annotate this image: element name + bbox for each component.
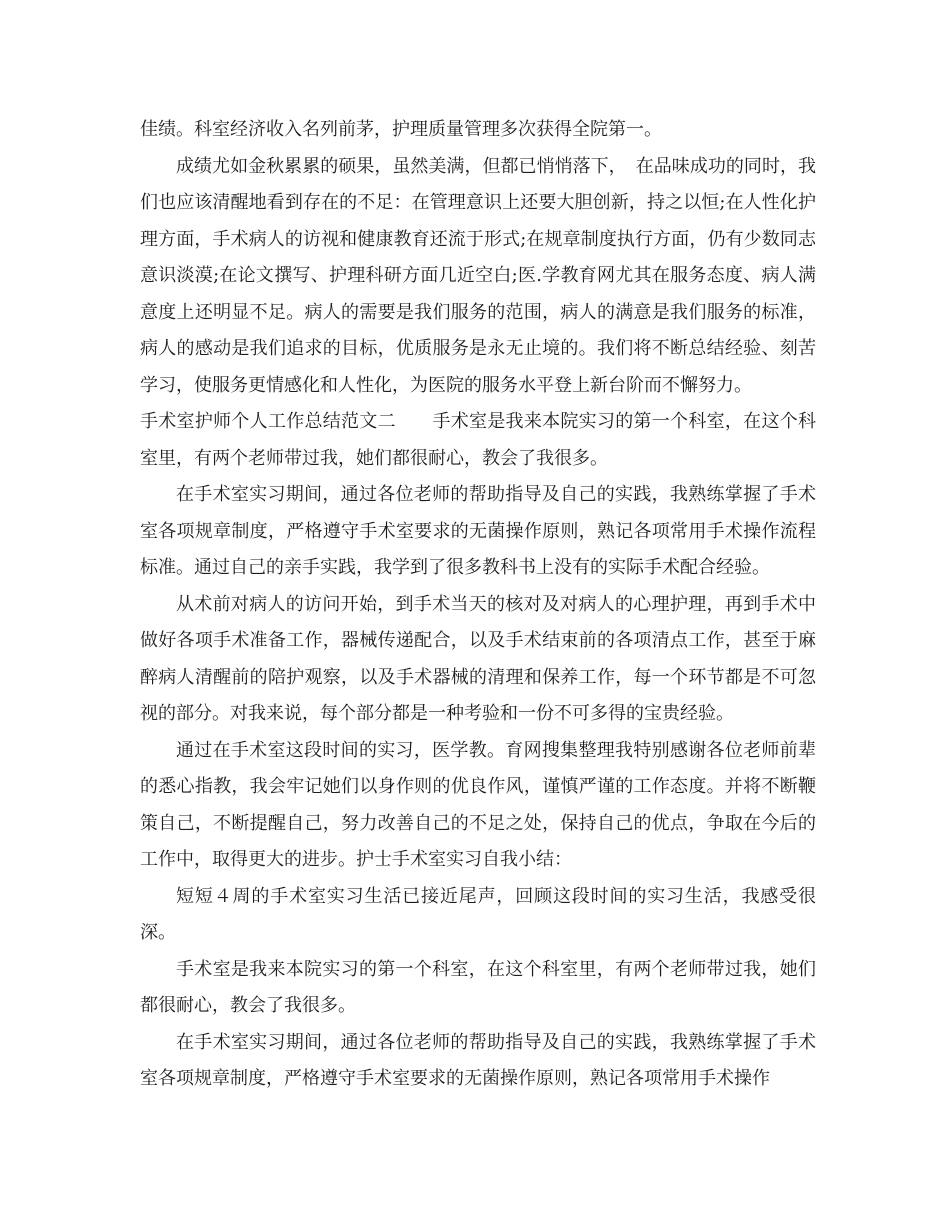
- paragraph-4: 在手术室实习期间，通过各位老师的帮助指导及自己的实践，我熟练掌握了手术室各项规章制度，严格遵守手术室要求的无菌操作原则，熟记各项常用手术操作流程标准。通过自己的亲手实践，我学到了很多教科书上没有的实际手术配合经验。: [140, 484, 816, 578]
- paragraph-9: 在手术室实习期间，通过各位老师的帮助指导及自己的实践，我熟练掌握了手术室各项规章制度，严格遵守手术室要求的无菌操作原则，熟记各项常用手术操作: [140, 1031, 816, 1089]
- paragraph-7: 短短４周的手术室实习生活已接近尾声，回顾这段时间的实习生活，我感受很深。: [140, 885, 816, 943]
- paragraph-1: 佳绩。科室经济收入名列前茅，护理质量管理多次获得全院第一。: [140, 119, 662, 140]
- paragraph-3: 手术室护师个人工作总结范文二 手术室是我来本院实习的第一个科室，在这个科室里，有两个老师带过我，她们都很耐心，教会了我很多。: [140, 411, 816, 469]
- paragraph-6: 通过在手术室这段时间的实习，医学教。育网搜集整理我特别感谢各位老师前辈的悉心指教，我会牢记她们以身作则的优良作风，谨慎严谨的工作态度。并将不断鞭策自己，不断提醒自己，努力改善自己的不足之处，保持自己的优点，争取在今后的工作中，取得更大的进步。护士手术室实习自我小结：: [140, 739, 816, 870]
- paragraph-8: 手术室是我来本院实习的第一个科室，在这个科室里，有两个老师带过我，她们都很耐心，教会了我很多。: [140, 958, 816, 1016]
- paragraph-5: 从术前对病人的访问开始，到手术当天的核对及对病人的心理护理，再到手术中做好各项手术准备工作，器械传递配合，以及手术结束前的各项清点工作，甚至于麻醉病人清醒前的陪护观察，以及手术器械的清理和保养工作，每一个环节都是不可忽视的部分。对我来说，每个部分都是一种考验和一份不可多得的宝贵经验。: [140, 593, 816, 724]
- document-body: [140, 112, 816, 1098]
- paragraph-2: 成绩尤如金秋累累的硕果，虽然美满，但都已悄悄落下， 在品味成功的同时，我们也应该清醒地看到存在的不足：在管理意识上还要大胆创新，持之以恒;在人性化护理方面，手术病人的访视和健康教育还流于形式;在规章制度执行方面，仍有少数同志意识淡漠;在论文撰写、护理科研方面几近空白;医.学教育网尤其在服务态度、病人满意度上还明显不足。病人的需要是我们服务的范围，病人的满意是我们服务的标准，病人的感动是我们追求的目标，优质服务是永无止境的。我们将不断总结经验、刻苦学习，使服务更情感化和人性化，为医院的服务水平登上新台阶而不懈努力。: [140, 155, 816, 396]
